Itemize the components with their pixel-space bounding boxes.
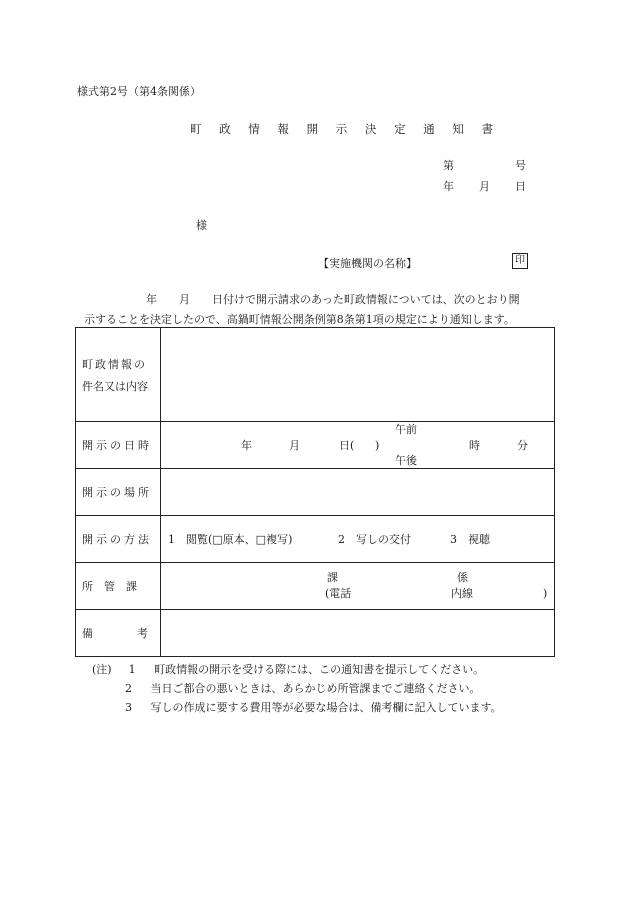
label-datetime [76, 422, 161, 469]
label-place-text: 開示の場所 [82, 486, 152, 499]
label-datetime-text: 開示の日時 [82, 439, 152, 452]
table-row [76, 563, 555, 610]
note-1 [92, 664, 484, 675]
document-title: 町 政 情 報 開 示 決 定 通 知 書 [190, 122, 496, 136]
addressee-suffix: 様 [196, 219, 207, 232]
date-month: 月 [479, 180, 490, 193]
date-year: 年 [443, 180, 454, 193]
note-number: 2 [125, 682, 132, 695]
department-paren-close: ) [543, 587, 548, 600]
method-field[interactable] [161, 516, 555, 563]
notes-prefix: (注) [92, 663, 112, 676]
label-place [76, 469, 161, 516]
remarks-field[interactable] [161, 610, 555, 657]
method-option-view: 1 閲覧(□原本、□複写) [168, 533, 293, 546]
label-subject-line-1: 町政情報の [82, 358, 147, 371]
table-row [76, 469, 555, 516]
note-text: 町政情報の開示を受ける際には、この通知書を提示してください。 [154, 663, 485, 676]
note-number: 3 [125, 701, 132, 714]
table-row [76, 516, 555, 563]
department-field[interactable] [161, 563, 555, 610]
subject-field[interactable] [161, 328, 555, 422]
table-row [76, 328, 555, 422]
label-method [76, 516, 161, 563]
label-method-text: 開示の方法 [82, 533, 152, 546]
place-field[interactable] [161, 469, 555, 516]
note-2 [125, 683, 481, 694]
table-row [76, 422, 555, 469]
datetime-am: 午前 [395, 423, 417, 436]
disclosure-table [75, 327, 555, 657]
note-text: 写しの作成に要する費用等が必要な場合は、備考欄に記入しています。 [150, 701, 502, 714]
datetime-day: 日( [339, 439, 355, 452]
date-day: 日 [515, 180, 526, 193]
department-phone: (電話 [325, 587, 352, 600]
datetime-minute: 分 [517, 439, 528, 452]
method-option-listen: 3 視聴 [450, 533, 490, 546]
datetime-year: 年 [241, 439, 252, 452]
label-remarks-text: 備 考 [82, 627, 148, 640]
table-row [76, 610, 555, 657]
department-extension: 内線 [451, 587, 473, 600]
note-3 [125, 702, 502, 713]
method-option-copy: 2 写しの交付 [338, 533, 411, 546]
datetime-paren-close: ) [375, 439, 380, 452]
label-remarks [76, 610, 161, 657]
number-go: 号 [515, 159, 526, 172]
datetime-pm: 午後 [395, 454, 417, 467]
datetime-month: 月 [289, 439, 300, 452]
agency-name-label: 【実施機関の名称】 [318, 257, 417, 270]
department-kakari: 係 [457, 571, 468, 584]
datetime-hour: 時 [469, 439, 480, 452]
note-number: 1 [128, 663, 136, 676]
label-subject [76, 328, 161, 422]
label-subject-line-2: 件名又は内容 [82, 380, 148, 393]
label-department [76, 563, 161, 610]
note-text: 当日ご都合の悪いときは、あらかじめ所管課までご連絡ください。 [150, 682, 481, 695]
form-number: 様式第2号（第4条関係） [77, 85, 201, 98]
number-dai: 第 [443, 159, 454, 172]
department-ka: 課 [327, 571, 338, 584]
body-text-line-1: 年 月 日付けで開示請求のあった町政情報については、次のとおり開 [146, 293, 520, 306]
body-text-line-2: 示することを決定したので、高鍋町情報公開条例第8条第1項の規定により通知します。 [84, 313, 515, 326]
label-department-text: 所 管 課 [82, 580, 137, 593]
datetime-field[interactable] [161, 422, 555, 469]
seal-stamp: 印 [512, 253, 528, 269]
